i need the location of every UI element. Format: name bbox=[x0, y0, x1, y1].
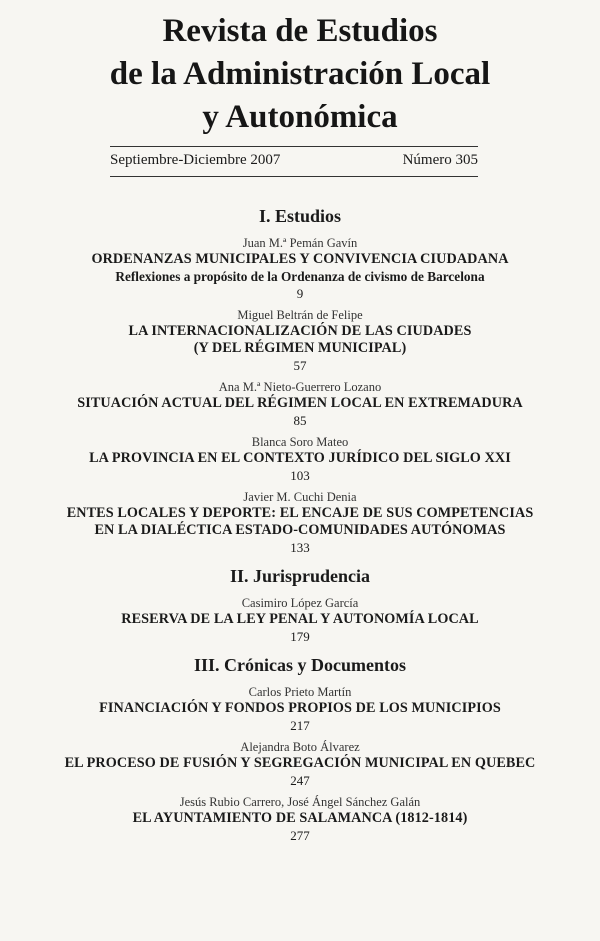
toc-entry[interactable] bbox=[0, 435, 600, 484]
entry-title: EL AYUNTAMIENTO DE SALAMANCA (1812-1814) bbox=[132, 810, 468, 826]
entry-author: Casimiro López García bbox=[241, 596, 359, 610]
entry-author: Ana M.ª Nieto-Guerrero Lozano bbox=[218, 380, 382, 394]
top-rule bbox=[110, 146, 478, 147]
entry-page-number: 277 bbox=[290, 828, 310, 843]
entry-title: EN LA DIALÉCTICA ESTADO-COMUNIDADES AUTÓNOMAS bbox=[94, 522, 506, 538]
entry-author: Alejandra Boto Álvarez bbox=[240, 740, 360, 754]
issue-number: Número 305 bbox=[402, 152, 478, 168]
entry-title: SITUACIÓN ACTUAL DEL RÉGIMEN LOCAL EN EXTREMADURA bbox=[77, 395, 523, 411]
entry-page-number: 57 bbox=[293, 358, 307, 373]
entry-page-number: 247 bbox=[290, 773, 310, 788]
entry-subtitle: Reflexiones a propósito de la Ordenanza de civismo de Barcelona bbox=[115, 269, 485, 284]
entry-title: ENTES LOCALES Y DEPORTE: EL ENCAJE DE SUS COMPETENCIAS bbox=[66, 505, 534, 521]
bottom-rule bbox=[110, 176, 478, 177]
toc-entry[interactable] bbox=[0, 490, 600, 556]
section-heading: II. Jurisprudencia bbox=[229, 566, 371, 586]
entry-author: Blanca Soro Mateo bbox=[251, 435, 349, 449]
entry-title: EL PROCESO DE FUSIÓN Y SEGREGACIÓN MUNICIPAL EN QUEBEC bbox=[64, 755, 536, 771]
entry-author: Jesús Rubio Carrero, José Ángel Sánchez Galán bbox=[179, 795, 421, 809]
toc-entry[interactable] bbox=[0, 795, 600, 844]
entry-title: RESERVA DE LA LEY PENAL Y AUTONOMÍA LOCAL bbox=[121, 611, 479, 627]
toc-entry[interactable] bbox=[0, 236, 600, 302]
entry-author: Miguel Beltrán de Felipe bbox=[237, 308, 363, 322]
entry-title: LA PROVINCIA EN EL CONTEXTO JURÍDICO DEL SIGLO XXI bbox=[89, 450, 511, 466]
toc-entry[interactable] bbox=[0, 685, 600, 734]
toc-entry[interactable] bbox=[0, 740, 600, 789]
entry-author: Carlos Prieto Martín bbox=[248, 685, 352, 699]
entry-page-number: 85 bbox=[293, 413, 307, 428]
section-heading: III. Crónicas y Documentos bbox=[193, 655, 406, 675]
entry-page-number: 133 bbox=[290, 540, 310, 555]
entry-page-number: 179 bbox=[290, 629, 310, 644]
journal-title-line: Revista de Estudios bbox=[162, 13, 438, 49]
toc-entry[interactable] bbox=[0, 380, 600, 429]
entry-author: Javier M. Cuchi Denia bbox=[243, 490, 357, 504]
toc-entry[interactable] bbox=[0, 596, 600, 645]
entry-title: FINANCIACIÓN Y FONDOS PROPIOS DE LOS MUNICIPIOS bbox=[99, 700, 501, 716]
toc-entry[interactable] bbox=[0, 308, 600, 374]
entry-page-number: 103 bbox=[290, 468, 310, 483]
journal-title-line: y Autonómica bbox=[202, 99, 398, 135]
journal-title bbox=[40, 10, 560, 139]
entry-author: Juan M.ª Pemán Gavín bbox=[242, 236, 358, 250]
issue-info bbox=[110, 152, 478, 169]
issue-period: Septiembre-Diciembre 2007 bbox=[110, 152, 281, 168]
journal-title-line: de la Administración Local bbox=[109, 56, 491, 92]
section-heading: I. Estudios bbox=[258, 206, 342, 226]
entry-page-number: 217 bbox=[290, 718, 310, 733]
table-of-contents bbox=[0, 204, 600, 850]
entry-title: LA INTERNACIONALIZACIÓN DE LAS CIUDADES bbox=[128, 323, 472, 339]
entry-title: ORDENANZAS MUNICIPALES Y CONVIVENCIA CIUDADANA bbox=[91, 251, 509, 267]
entry-title: (Y DEL RÉGIMEN MUNICIPAL) bbox=[193, 340, 407, 356]
entry-page-number: 9 bbox=[296, 286, 304, 301]
